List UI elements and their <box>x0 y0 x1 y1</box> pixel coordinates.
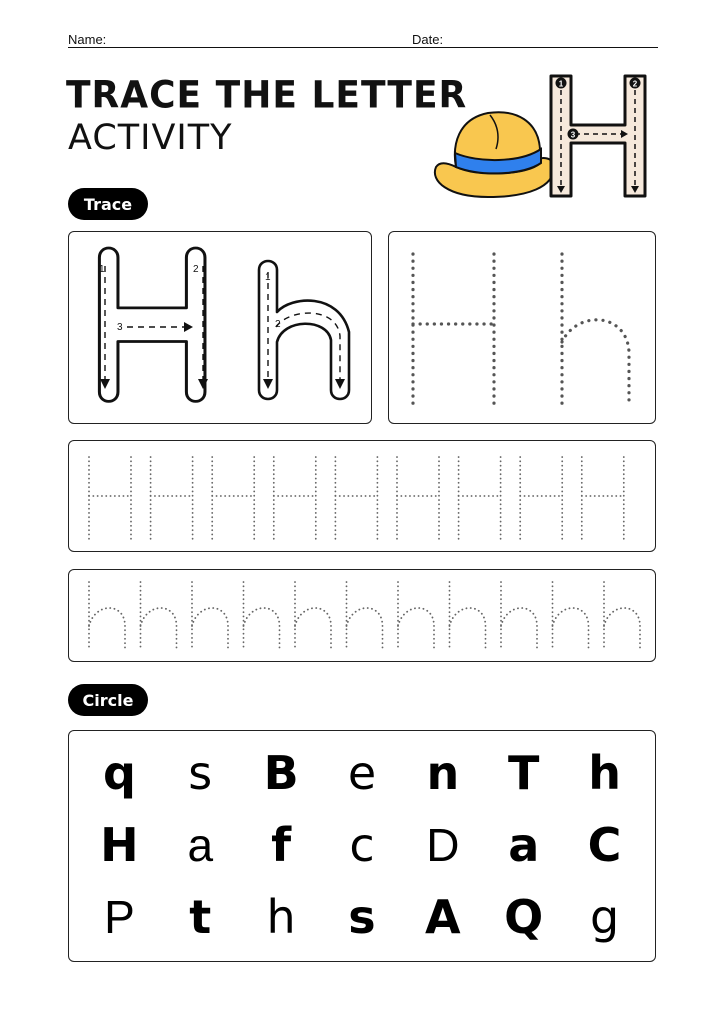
upper-practice-letter[interactable] <box>397 457 439 539</box>
circle-letter[interactable]: g <box>589 890 620 944</box>
lower-practice-letter[interactable] <box>141 582 177 650</box>
circle-letter[interactable]: P <box>104 891 135 943</box>
practice-row-upper[interactable] <box>68 440 656 552</box>
circle-letter[interactable]: t <box>189 890 212 944</box>
circle-letter[interactable]: q <box>102 746 136 800</box>
lower-practice-letter[interactable] <box>347 582 383 650</box>
upper-practice-letter[interactable] <box>212 457 254 539</box>
circle-letter[interactable]: f <box>271 818 292 872</box>
name-label: Name: <box>68 32 107 47</box>
circle-letter[interactable]: H <box>100 818 139 872</box>
circle-letter[interactable]: D <box>426 819 460 871</box>
circle-letter[interactable]: A <box>425 890 461 944</box>
circle-letter[interactable]: a <box>508 818 540 872</box>
upper-practice-letter[interactable] <box>582 457 624 539</box>
circle-letter[interactable]: T <box>508 746 540 800</box>
guide-lower-step-2: 2 <box>275 319 281 330</box>
circle-letter-grid <box>68 730 656 962</box>
dotted-guide-box[interactable] <box>388 231 656 424</box>
circle-letter[interactable]: s <box>188 746 213 800</box>
upper-practice-letter[interactable] <box>274 457 316 539</box>
lower-practice-letter[interactable] <box>553 582 589 650</box>
circle-letter[interactable]: C <box>587 818 622 872</box>
lower-practice-letter[interactable] <box>501 582 537 650</box>
upper-practice-letters <box>69 441 657 553</box>
lower-practice-letter[interactable] <box>89 582 125 650</box>
hat-illustration <box>428 105 558 200</box>
hero-letter <box>545 70 667 202</box>
upper-practice-letter[interactable] <box>459 457 501 539</box>
lower-practice-letter[interactable] <box>244 582 280 650</box>
dotted-guide-letters <box>389 232 657 425</box>
practice-row-lower[interactable] <box>68 569 656 662</box>
lower-practice-letter[interactable] <box>192 582 228 650</box>
circle-letter[interactable]: c <box>349 818 375 872</box>
lower-practice-letter[interactable] <box>295 582 331 650</box>
circle-letter[interactable]: B <box>263 746 299 800</box>
name-line[interactable] <box>68 47 658 48</box>
upper-practice-letter[interactable] <box>89 457 131 539</box>
upper-practice-letter[interactable] <box>520 457 562 539</box>
title-line2: ACTIVITY <box>68 118 233 158</box>
hero-step-3: 3 <box>570 130 576 140</box>
circle-letter[interactable]: h <box>266 890 296 944</box>
upper-practice-letter[interactable] <box>151 457 193 539</box>
hero-step-1: 1 <box>558 79 564 89</box>
date-label: Date: <box>412 32 444 47</box>
lower-practice-letter[interactable] <box>398 582 434 650</box>
circle-letter[interactable]: s <box>348 890 376 944</box>
stroke-guide-box <box>68 231 372 424</box>
hero-step-2: 2 <box>632 79 638 89</box>
circle-letter[interactable]: h <box>588 746 621 800</box>
guide-lower-step-1: 1 <box>265 272 271 283</box>
lower-practice-letter[interactable] <box>450 582 486 650</box>
circle-letter[interactable]: a <box>187 819 214 871</box>
circle-letter[interactable]: n <box>426 746 460 800</box>
lower-practice-letters <box>69 570 657 663</box>
circle-section-label: Circle <box>68 684 148 716</box>
guide-upper-step-2: 2 <box>193 264 199 275</box>
trace-section-label: Trace <box>68 188 148 220</box>
circle-letter[interactable]: Q <box>504 890 544 944</box>
lower-practice-letter[interactable] <box>604 582 640 650</box>
guide-upper-step-3: 3 <box>117 322 123 333</box>
guide-upper-step-1: 1 <box>99 264 105 275</box>
upper-practice-letter[interactable] <box>335 457 377 539</box>
title-line1: TRACE THE LETTER <box>66 73 468 117</box>
stroke-guide-letters <box>69 232 373 425</box>
circle-letter[interactable]: e <box>347 746 377 800</box>
